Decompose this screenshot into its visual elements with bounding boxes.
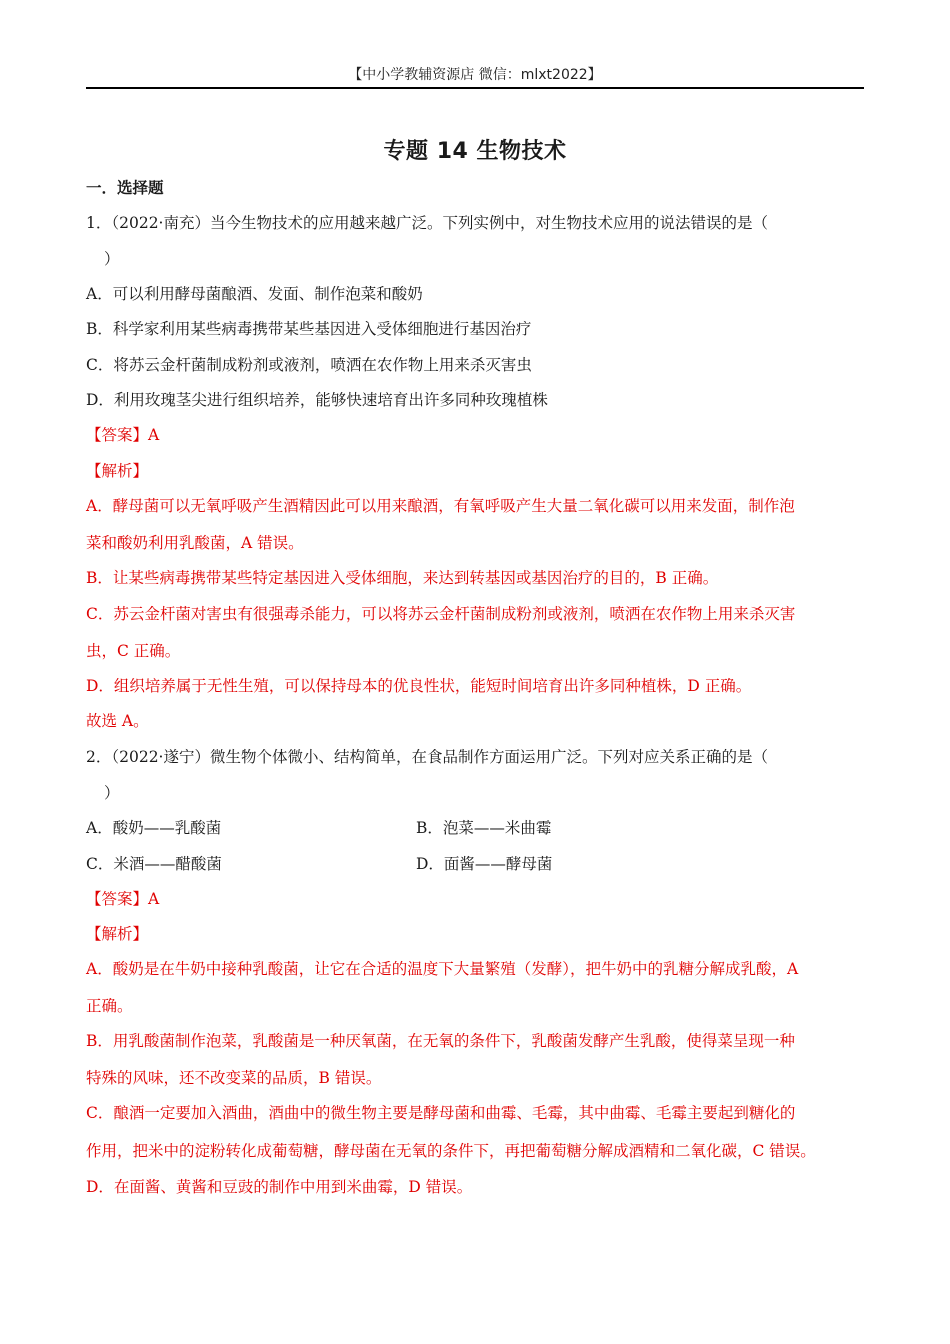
q1-option-d: D．利用玫瑰茎尖进行组织培养，能够快速培育出许多同种玫瑰植株 xyxy=(86,391,548,409)
header-divider xyxy=(86,87,864,89)
q2-analysis-label: 【解析】 xyxy=(86,925,149,943)
q1-answer: 【答案】A xyxy=(86,426,160,444)
q2-option-c: C．米酒——醋酸菌 xyxy=(86,855,222,873)
q1-analysis-line: B．让某些病毒携带某些特定基因进入受体细胞，来达到转基因或基因治疗的目的，B 正确。 xyxy=(86,569,719,587)
q1-analysis-line: C．苏云金杆菌对害虫有很强毒杀能力，可以将苏云金杆菌制成粉剂或液剂，喷洒在农作物上用来杀灭害 xyxy=(86,605,796,623)
q1-analysis-line: 虫，C 正确。 xyxy=(86,642,181,660)
page-header: 【中小学教辅资源店 微信：mlxt2022】 xyxy=(348,67,602,83)
section-heading: 一．选择题 xyxy=(86,179,164,197)
q1-option-c: C．将苏云金杆菌制成粉剂或液剂，喷洒在农作物上用来杀灭害虫 xyxy=(86,356,532,374)
q2-analysis-line: C．酿酒一定要加入酒曲，酒曲中的微生物主要是酵母菌和曲霉、毛霉，其中曲霉、毛霉主要起到糖化的 xyxy=(86,1104,796,1122)
q2-option-d: D．面酱——酵母菌 xyxy=(416,855,553,873)
q2-analysis-line: D．在面酱、黄酱和豆豉的制作中用到米曲霉，D 错误。 xyxy=(86,1178,473,1196)
q2-stem-line1: 2．（2022·遂宁）微生物个体微小、结构简单，在食品制作方面运用广泛。下列对应关系正确的是（ xyxy=(86,748,768,766)
q2-option-a: A．酸奶——乳酸菌 xyxy=(86,819,222,837)
q2-analysis-line: A．酸奶是在牛奶中接种乳酸菌，让它在合适的温度下大量繁殖（发酵），把牛奶中的乳糖分解成乳酸，A xyxy=(86,960,799,978)
q2-option-b: B．泡菜——米曲霉 xyxy=(416,819,552,837)
q2-answer: 【答案】A xyxy=(86,890,160,908)
q1-analysis-line: 菜和酸奶利用乳酸菌，A 错误。 xyxy=(86,534,304,552)
q2-stem-line2: ） xyxy=(104,784,120,802)
q1-analysis-line: A．酵母菌可以无氧呼吸产生酒精因此可以用来酿酒，有氧呼吸产生大量二氧化碳可以用来发面，制作泡 xyxy=(86,497,795,515)
q1-conclusion: 故选 A。 xyxy=(86,712,149,730)
q2-analysis-line: 特殊的风味，还不改变菜的品质，B 错误。 xyxy=(86,1069,382,1087)
q2-analysis-line: 正确。 xyxy=(86,997,133,1015)
q2-analysis-line: 作用，把米中的淀粉转化成葡萄糖，酵母菌在无氧的条件下，再把葡萄糖分解成酒精和二氧化碳，C 错误。 xyxy=(86,1142,816,1160)
q1-analysis-line: D．组织培养属于无性生殖，可以保持母本的优良性状，能短时间培育出许多同种植株，D 正确。 xyxy=(86,677,752,695)
page-title: 专题 14 生物技术 xyxy=(383,139,567,164)
q1-option-b: B．科学家利用某些病毒携带某些基因进入受体细胞进行基因治疗 xyxy=(86,320,532,338)
q1-stem-line1: 1．（2022·南充）当今生物技术的应用越来越广泛。下列实例中，对生物技术应用的说法错误的是（ xyxy=(86,214,768,232)
q1-analysis-label: 【解析】 xyxy=(86,462,149,480)
q1-stem-line2: ） xyxy=(104,250,120,268)
q1-option-a: A．可以利用酵母菌酿酒、发面、制作泡菜和酸奶 xyxy=(86,285,423,303)
q2-analysis-line: B．用乳酸菌制作泡菜，乳酸菌是一种厌氧菌，在无氧的条件下，乳酸菌发酵产生乳酸，使得菜呈现一种 xyxy=(86,1032,795,1050)
